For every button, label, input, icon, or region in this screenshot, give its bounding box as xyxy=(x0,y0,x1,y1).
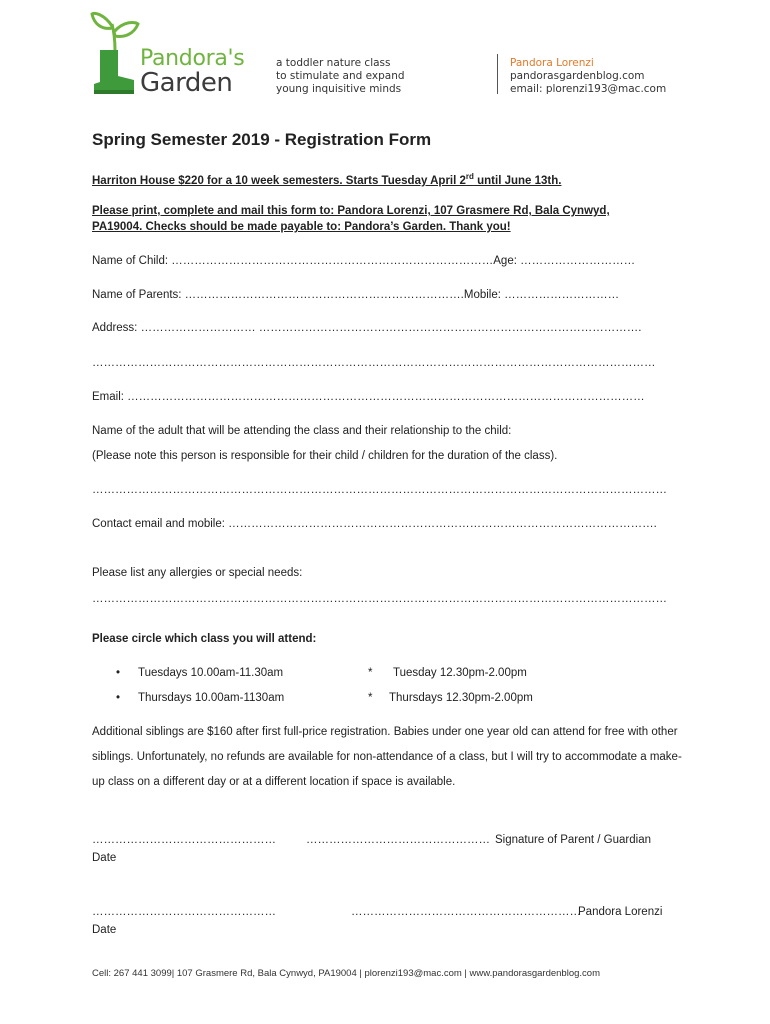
class-option-thursday-am[interactable]: Thursdays 10.00am-1130am xyxy=(138,692,285,704)
price-text-end: until June 13th. xyxy=(473,174,562,187)
mail-instructions-line1: Please print, complete and mail this form to: Pandora Lorenzi, 107 Grasmere Rd, Bala Cynwyd, xyxy=(92,205,610,217)
instructor-date-label: Date xyxy=(92,924,117,936)
tagline-line: young inquisitive minds xyxy=(276,83,402,95)
child-name-field[interactable]: Name of Child: …………………………………………………………………………Age: ………………………… xyxy=(92,255,636,267)
class-option-thursday-pm[interactable]: Thursdays 12.30pm-2.00pm xyxy=(389,692,533,704)
parents-name-field[interactable]: Name of Parents: ……………………………………………………………….Mobile: ………………………… xyxy=(92,289,620,301)
pandoras-garden-logo xyxy=(90,10,250,98)
class-option-bullet: • xyxy=(116,692,121,704)
logo-title-line2: Garden xyxy=(140,68,233,98)
adult-note: (Please note this person is responsible for their child / children for the duration of the class). xyxy=(92,450,558,462)
contact-field[interactable]: Contact email and mobile: …………………………………………………………………………………………………. xyxy=(92,518,657,530)
email-field[interactable]: Email: ……………………………………………………………………………………………………………………… xyxy=(92,391,645,403)
adult-prompt: Name of the adult that will be attending the class and their relationship to the child: xyxy=(92,425,512,437)
tagline-line: to stimulate and expand xyxy=(276,70,405,82)
instructor-signature-line[interactable]: …………………………………………………… xyxy=(351,906,581,918)
header-contact xyxy=(510,57,666,96)
class-option-tuesday-pm[interactable]: Tuesday 12.30pm-2.00pm xyxy=(393,667,527,679)
instructor-date-line[interactable]: ………………………………………… xyxy=(92,906,276,918)
instructor-signature-label: Pandora Lorenzi xyxy=(578,906,663,918)
price-superscript: rd xyxy=(465,172,474,181)
parent-date-line[interactable]: ………………………………………… xyxy=(92,834,276,846)
footer-contact: Cell: 267 441 3099| 107 Grasmere Rd, Bala Cynwyd, PA19004 | plorenzi193@mac.com | www.pandorasgardenblog.com xyxy=(92,968,600,979)
circle-class-prompt: Please circle which class you will attend: xyxy=(92,633,317,645)
class-option-tuesday-am[interactable]: Tuesdays 10.00am-11.30am xyxy=(138,667,284,679)
tagline-line: a toddler nature class xyxy=(276,57,391,69)
allergies-prompt: Please list any allergies or special needs: xyxy=(92,567,303,579)
contact-name: Pandora Lorenzi xyxy=(510,57,594,69)
sibling-refund-paragraph: Additional siblings are $160 after first full-price registration. Babies under one year old can attend for free with other siblings. Unfortunately, no refunds are available for non-attendance of a class, but I will try to accommodate a make-up class on a different day or at a different location if space is available. xyxy=(92,726,682,788)
price-text: Harriton House $220 for a 10 week semesters. Starts Tuesday April 2 xyxy=(92,174,466,187)
address-field[interactable]: Address: ………………………… ………………………………………………………………………………………. xyxy=(92,322,642,334)
class-option-marker: * xyxy=(368,692,373,704)
mail-instructions-line2: PA19004. Checks should be made payable to: Pandora’s Garden. Thank you! xyxy=(92,221,511,233)
adult-field[interactable]: …………………………………………………………………………………………………………………………………… xyxy=(92,484,667,496)
parent-signature-line[interactable]: ………………………………………… xyxy=(306,834,490,846)
allergies-field[interactable]: …………………………………………………………………………………………………………………………………… xyxy=(92,593,667,605)
form-title: Spring Semester 2019 - Registration Form xyxy=(92,130,432,149)
class-option-bullet: • xyxy=(116,667,121,679)
parent-signature-label: Signature of Parent / Guardian xyxy=(495,834,651,846)
header-divider xyxy=(497,54,498,94)
tagline xyxy=(276,57,405,96)
address-field-line2[interactable]: ………………………………………………………………………………………………………………………………… xyxy=(92,357,656,369)
contact-email: email: plorenzi193@mac.com xyxy=(510,83,667,95)
parent-date-label: Date xyxy=(92,852,117,864)
boot-sprout-icon xyxy=(90,10,140,98)
contact-site: pandorasgardenblog.com xyxy=(510,70,645,82)
logo-title-line1: Pandora's xyxy=(140,46,245,71)
price-line xyxy=(92,172,561,187)
class-option-marker: * xyxy=(368,667,373,679)
